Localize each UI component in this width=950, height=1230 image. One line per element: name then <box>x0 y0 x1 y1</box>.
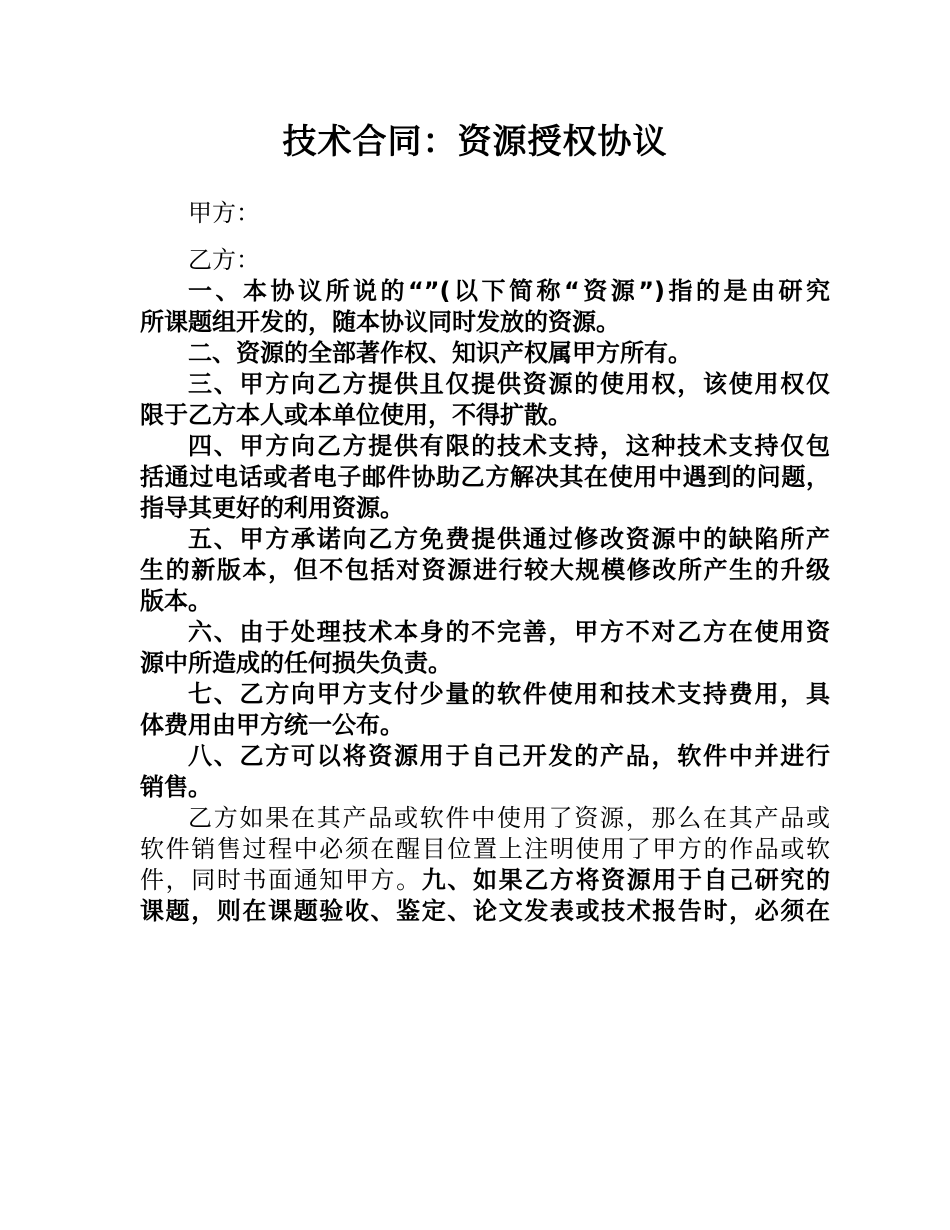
paragraph-line-mixed <box>140 865 830 896</box>
clause-line: 指导其更好的利用资源。 <box>140 494 404 522</box>
clause-line: 版本。 <box>140 587 212 615</box>
clause-9-start: 九、如果乙方将资源用于自己研究的 <box>421 866 831 894</box>
clause-line: 二、资源的全部著作权、知识产权属甲方所有。 <box>188 339 692 367</box>
party-a-label: 甲方： <box>188 199 260 227</box>
clause-line: 七、乙方向甲方支付少量的软件使用和技术支持费用，具 <box>188 680 830 708</box>
clause-line: 三、甲方向乙方提供且仅提供资源的使用权，该使用权仅 <box>188 370 830 398</box>
clause-line: 限于乙方本人或本单位使用，不得扩散。 <box>140 401 572 429</box>
clause-line: 生的新版本，但不包括对资源进行较大规模修改所产生的升级 <box>140 556 830 584</box>
clause-7 <box>140 679 830 741</box>
clause-4 <box>140 431 830 524</box>
mixed-paragraph <box>140 803 830 927</box>
clause-line: 所课题组开发的，随本协议同时发放的资源。 <box>140 308 620 336</box>
document-body <box>140 198 830 927</box>
clause-8 <box>140 741 830 803</box>
clause-1 <box>140 276 830 338</box>
clause-line: 八、乙方可以将资源用于自己开发的产品，软件中并进行 <box>188 742 830 770</box>
clause-line: 四、甲方向乙方提供有限的技术支持，这种技术支持仅包 <box>188 432 830 460</box>
party-b-label: 乙方： <box>188 246 260 274</box>
clause-line: 源中所造成的任何损失负责。 <box>140 649 452 677</box>
clause-line: 五、甲方承诺向乙方免费提供通过修改资源中的缺陷所产 <box>188 525 830 553</box>
document-title: 技术合同：资源授权协议 <box>282 122 668 162</box>
clause-line: 体费用由甲方统一公布。 <box>140 711 404 739</box>
clause-2 <box>140 338 830 369</box>
paragraph-line: 乙方如果在其产品或软件中使用了资源，那么在其产品或 <box>188 804 830 832</box>
clause-3 <box>140 369 830 431</box>
clause-6 <box>140 617 830 679</box>
paragraph-line: 软件销售过程中必须在醒目位置上注明使用了甲方的作品或软 <box>140 835 830 863</box>
paragraph-segment-regular: 件，同时书面通知甲方。 <box>140 866 422 894</box>
clause-line: 一、本协议所说的“”(以下简称“资源”)指的是由研究 <box>188 277 830 305</box>
clause-line: 销售。 <box>140 773 212 801</box>
clause-9-line: 课题，则在课题验收、鉴定、论文发表或技术报告时，必须在 <box>140 897 830 925</box>
clause-line: 六、由于处理技术本身的不完善，甲方不对乙方在使用资 <box>188 618 830 646</box>
clause-line: 括通过电话或者电子邮件协助乙方解决其在使用中遇到的问题， <box>140 463 830 491</box>
clause-5 <box>140 524 830 617</box>
